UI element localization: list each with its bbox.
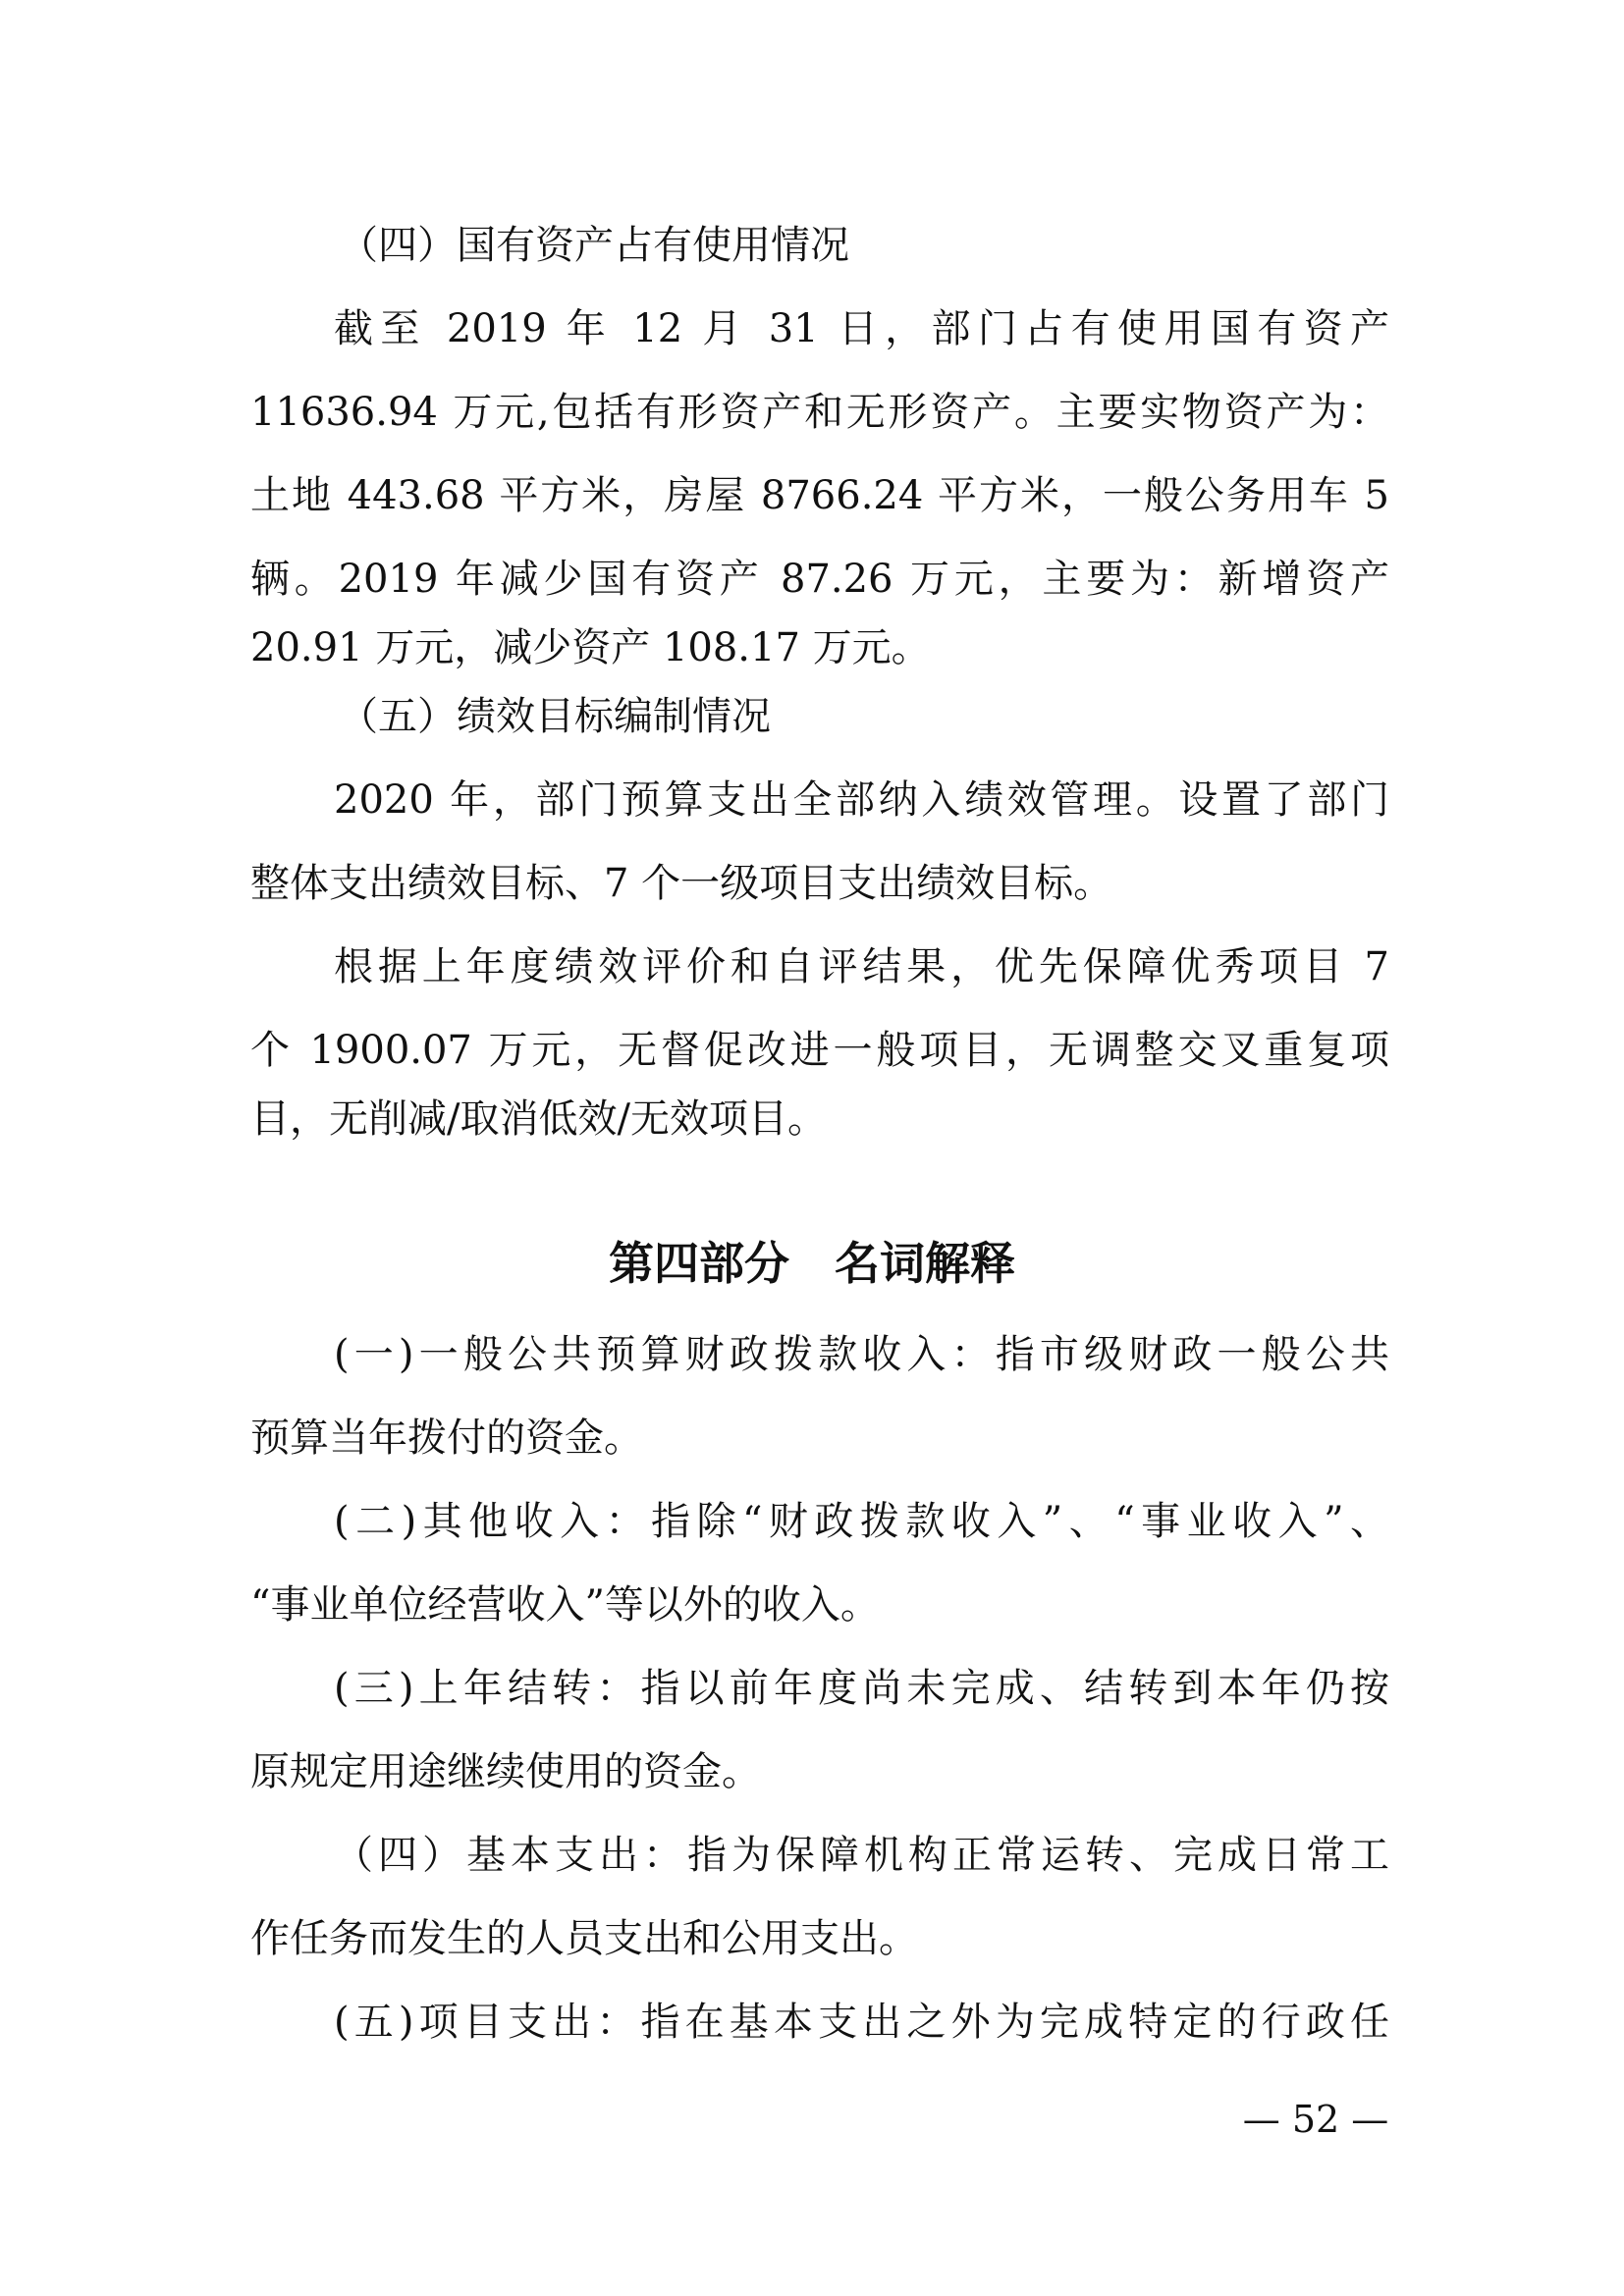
part-four-title: 第四部分 名词解释	[609, 1237, 1015, 1290]
assets-line-4: 辆。2019 年减少国有资产 87.26 万元，主要为：新增资产	[250, 557, 1389, 602]
assets-heading: （四）国有资产占有使用情况	[339, 223, 849, 268]
assets-line-2: 11636.94 万元,包括有形资产和无形资产。主要实物资产为：	[250, 390, 1389, 435]
term-1-line-2: 预算当年拨付的资金。	[250, 1415, 643, 1461]
performance-p2-line-1: 根据上年度绩效评价和自评结果，优先保障优秀项目 7	[334, 944, 1389, 989]
performance-heading: （五）绩效目标编制情况	[339, 694, 771, 739]
performance-p1-line-1: 2020 年，部门预算支出全部纳入绩效管理。设置了部门	[334, 777, 1389, 823]
term-5-line-1: (五)项目支出：指在基本支出之外为完成特定的行政任	[334, 2000, 1389, 2045]
performance-p2-line-3: 目，无削减/取消低效/无效项目。	[250, 1096, 827, 1142]
term-4-line-1: （四）基本支出：指为保障机构正常运转、完成日常工	[334, 1833, 1389, 1878]
performance-p2-line-2: 个 1900.07 万元，无督促改进一般项目，无调整交叉重复项	[250, 1028, 1389, 1073]
term-4-line-2: 作任务而发生的人员支出和公用支出。	[250, 1916, 918, 1961]
assets-line-3: 土地 443.68 平方米，房屋 8766.24 平方米，一般公务用车 5	[250, 473, 1389, 518]
term-3-line-1: (三)上年结转：指以前年度尚未完成、结转到本年仍按	[334, 1666, 1389, 1711]
assets-line-5: 20.91 万元，减少资产 108.17 万元。	[250, 625, 931, 670]
term-2-line-1: (二)其他收入：指除“财政拨款收入”、“事业收入”、	[334, 1499, 1389, 1544]
assets-line-1: 截至 2019 年 12 月 31 日，部门占有使用国有资产	[334, 306, 1389, 351]
performance-p1-line-2: 整体支出绩效目标、7 个一级项目支出绩效目标。	[250, 861, 1113, 906]
term-1-line-1: (一)一般公共预算财政拨款收入：指市级财政一般公共	[334, 1332, 1389, 1377]
term-3-line-2: 原规定用途继续使用的资金。	[250, 1749, 761, 1794]
term-2-line-2: “事业单位经营收入”等以外的收入。	[250, 1582, 880, 1628]
page-number: — 52 —	[1242, 2098, 1389, 2141]
